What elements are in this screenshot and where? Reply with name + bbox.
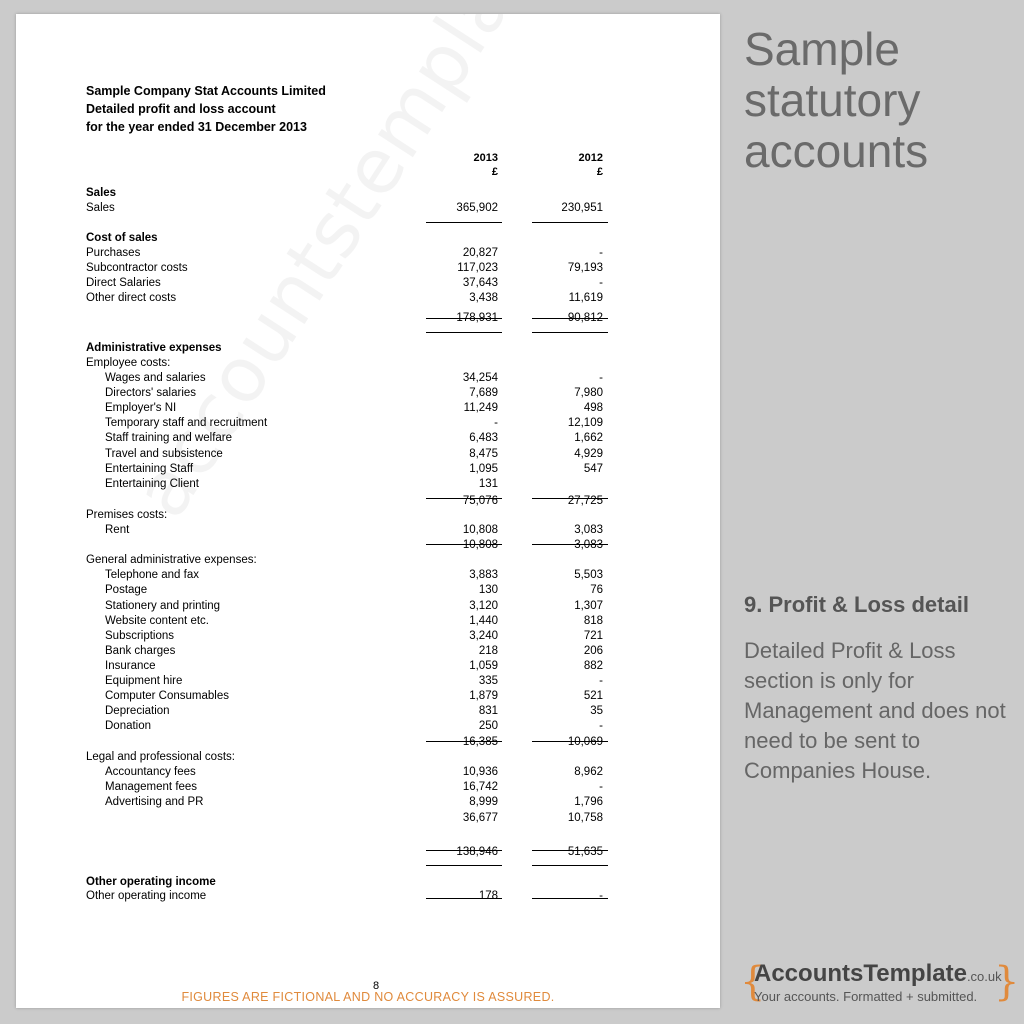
company-name: Sample Company Stat Accounts Limited — [86, 84, 326, 98]
table-row — [16, 889, 720, 904]
rule-line — [426, 850, 502, 851]
table-row — [16, 231, 720, 246]
table-row — [16, 553, 720, 568]
table-row — [16, 508, 720, 523]
value-2012: 11,619 — [568, 292, 603, 304]
row-label: Staff training and welfare — [105, 432, 233, 444]
value-2013: 8,475 — [469, 448, 498, 460]
table-row — [16, 875, 720, 890]
value-2012: 79,193 — [567, 262, 603, 274]
value-2012: - — [599, 675, 603, 687]
logo-tagline: Your accounts. Formatted + submitted. — [754, 989, 978, 1004]
value-2013: 36,677 — [462, 812, 498, 824]
table-row — [16, 186, 720, 201]
value-2012: 27,725 — [567, 495, 603, 507]
value-2012: - — [599, 372, 603, 384]
table-row — [16, 261, 720, 276]
rule-line — [426, 498, 502, 499]
table-row — [16, 599, 720, 614]
value-2012: 5,503 — [574, 569, 603, 581]
value-2012: - — [599, 781, 603, 793]
row-label: Advertising and PR — [105, 796, 204, 808]
table-row — [16, 447, 720, 462]
left-brace-icon: { — [740, 959, 766, 1005]
value-2013: 37,643 — [462, 277, 498, 289]
subtotal-row — [16, 311, 720, 326]
rule-line — [532, 741, 608, 742]
value-2012: 1,796 — [574, 796, 603, 808]
row-label: Employer's NI — [105, 402, 177, 414]
table-row — [16, 477, 720, 492]
table-row — [16, 386, 720, 401]
row-label: General administrative expenses: — [86, 554, 257, 566]
row-label: Management fees — [105, 781, 198, 793]
value-2013: 11,249 — [463, 402, 498, 414]
rule-line — [532, 544, 608, 545]
value-2012: 3,083 — [574, 524, 603, 536]
row-label: Direct Salaries — [86, 277, 161, 289]
document-page — [16, 14, 720, 1008]
rule-line — [426, 544, 502, 545]
value-2012: 90,812 — [567, 312, 603, 324]
section-description: Detailed Profit & Loss section is only for Management and does not need to be sent to Companies House. — [744, 638, 1006, 783]
table-row — [16, 780, 720, 795]
column-year: 2012 — [578, 152, 603, 164]
value-2012: 498 — [583, 402, 603, 414]
right-brace-icon: } — [994, 959, 1020, 1005]
column-year: 2013 — [473, 152, 498, 164]
statement-period: for the year ended 31 December 2013 — [86, 120, 307, 134]
subtotal-row — [16, 538, 720, 553]
value-2013: 16,385 — [462, 736, 498, 748]
value-2012: 76 — [590, 584, 603, 596]
value-2012: 1,662 — [574, 432, 603, 444]
value-2012: 3,083 — [574, 539, 603, 551]
subtotal-row — [16, 494, 720, 509]
row-label: Postage — [105, 584, 148, 596]
value-2013: 6,483 — [469, 432, 498, 444]
rule-line — [426, 898, 502, 899]
value-2013: 7,689 — [469, 387, 498, 399]
row-label: Purchases — [86, 247, 141, 259]
column-header-2013 — [438, 151, 498, 179]
table-row — [16, 629, 720, 644]
column-unit: £ — [596, 166, 603, 178]
sidebar-title: Sample statutory accounts — [744, 23, 929, 177]
value-2013: 3,883 — [469, 569, 498, 581]
subtotal-row — [16, 845, 720, 860]
value-2012: 206 — [583, 645, 603, 657]
row-label: Telephone and fax — [105, 569, 199, 581]
value-2013: 10,808 — [462, 524, 498, 536]
value-2013: - — [494, 417, 498, 429]
column-unit: £ — [491, 166, 498, 178]
value-2013: 117,023 — [457, 262, 498, 274]
rule-line — [426, 741, 502, 742]
table-row — [16, 246, 720, 261]
value-2012: - — [599, 890, 603, 902]
row-label: Sales — [86, 202, 115, 214]
table-row — [16, 644, 720, 659]
table-row — [16, 523, 720, 538]
page-number: 8 — [372, 980, 380, 992]
value-2012: 230,951 — [561, 202, 603, 214]
rule-line — [532, 898, 608, 899]
value-2013: 20,827 — [462, 247, 498, 259]
value-2012: 1,307 — [574, 600, 603, 612]
value-2013: 365,902 — [456, 202, 498, 214]
row-label: Subscriptions — [105, 630, 175, 642]
value-2013: 8,999 — [469, 796, 498, 808]
table-row — [16, 689, 720, 704]
value-2013: 3,240 — [469, 630, 498, 642]
value-2013: 10,936 — [462, 766, 498, 778]
table-row — [16, 431, 720, 446]
value-2013: 75,076 — [462, 495, 498, 507]
value-2012: 12,109 — [567, 417, 603, 429]
value-2013: 1,095 — [469, 463, 498, 475]
table-row — [16, 356, 720, 371]
section-title: 9. Profit & Loss detail — [744, 592, 969, 617]
value-2012: 8,962 — [574, 766, 603, 778]
rule-line — [532, 332, 608, 333]
accountstemplate-logo[interactable] — [740, 959, 1020, 1006]
table-row — [16, 750, 720, 765]
value-2013: 130 — [478, 584, 498, 596]
value-2012: 521 — [583, 690, 603, 702]
rule-line — [532, 850, 608, 851]
row-label: Insurance — [105, 660, 156, 672]
row-label: Directors' salaries — [105, 387, 197, 399]
row-label: Premises costs: — [86, 509, 168, 521]
value-2012: 35 — [590, 705, 603, 717]
row-label: Donation — [105, 720, 152, 732]
value-2012: 721 — [583, 630, 603, 642]
value-2013: 3,438 — [469, 292, 498, 304]
section-heading: Cost of sales — [86, 232, 158, 244]
table-row — [16, 704, 720, 719]
value-2013: 131 — [478, 478, 498, 490]
row-label: Rent — [105, 524, 130, 536]
row-label: Accountancy fees — [105, 766, 196, 778]
row-label: Entertaining Staff — [105, 463, 194, 475]
value-2013: 34,254 — [462, 372, 498, 384]
row-label: Wages and salaries — [105, 372, 206, 384]
row-label: Entertaining Client — [105, 478, 199, 490]
rule-line — [532, 498, 608, 499]
subtotal-row — [16, 735, 720, 750]
value-2013: 1,059 — [469, 660, 498, 672]
value-2013: 138,946 — [456, 846, 498, 858]
section-heading: Other operating income — [86, 876, 216, 888]
row-label: Legal and professional costs: — [86, 751, 235, 763]
row-label: Computer Consumables — [105, 690, 230, 702]
value-2012: 547 — [583, 463, 603, 475]
row-label: Other direct costs — [86, 292, 177, 304]
table-row — [16, 719, 720, 734]
statement-title: Detailed profit and loss account — [86, 102, 276, 116]
row-label: Depreciation — [105, 705, 170, 717]
rule-line — [426, 332, 502, 333]
value-2012: - — [599, 720, 603, 732]
row-label: Other operating income — [86, 890, 207, 902]
row-label: Equipment hire — [105, 675, 183, 687]
value-2013: 1,879 — [469, 690, 498, 702]
value-2013: 178 — [478, 890, 498, 902]
disclaimer-text: FIGURES ARE FICTIONAL AND NO ACCURACY IS ASSURED. — [181, 990, 555, 1004]
value-2012: 10,069 — [567, 736, 603, 748]
table-row — [16, 614, 720, 629]
row-label: Website content etc. — [105, 615, 209, 627]
rule-line — [532, 865, 608, 866]
value-2013: 218 — [478, 645, 498, 657]
table-row — [16, 276, 720, 291]
column-header-2012 — [543, 151, 603, 179]
row-label: Temporary staff and recruitment — [105, 417, 268, 429]
table-row — [16, 201, 720, 216]
rule-line — [426, 222, 502, 223]
table-row — [16, 401, 720, 416]
subtotal-row — [16, 811, 720, 826]
value-2013: 3,120 — [469, 600, 498, 612]
value-2013: 1,440 — [469, 615, 498, 627]
rule-line — [532, 222, 608, 223]
value-2013: 250 — [478, 720, 498, 732]
row-label: Stationery and printing — [105, 600, 221, 612]
value-2013: 10,808 — [462, 539, 498, 551]
value-2012: - — [599, 247, 603, 259]
table-row — [16, 341, 720, 356]
table-row — [16, 371, 720, 386]
value-2013: 16,742 — [462, 781, 498, 793]
table-row — [16, 568, 720, 583]
logo-suffix: .co.uk — [966, 969, 1002, 984]
value-2012: 4,929 — [574, 448, 603, 460]
table-row — [16, 416, 720, 431]
table-row — [16, 462, 720, 477]
value-2012: 10,758 — [567, 812, 603, 824]
table-row — [16, 765, 720, 780]
value-2012: 51,635 — [567, 846, 603, 858]
value-2012: 818 — [583, 615, 603, 627]
table-row — [16, 674, 720, 689]
value-2012: 882 — [583, 660, 603, 672]
row-label: Subcontractor costs — [86, 262, 188, 274]
value-2012: 7,980 — [574, 387, 603, 399]
table-row — [16, 659, 720, 674]
value-2012: - — [599, 277, 603, 289]
logo-wordmark — [754, 960, 1002, 988]
logo-name: AccountsTemplate — [754, 960, 967, 987]
rule-line — [426, 865, 502, 866]
section-heading: Administrative expenses — [86, 342, 222, 354]
value-2013: 178,931 — [456, 312, 498, 324]
row-label: Bank charges — [105, 645, 176, 657]
statement-heading — [86, 82, 326, 136]
value-2013: 335 — [478, 675, 498, 687]
section-heading: Sales — [86, 187, 117, 199]
table-row — [16, 291, 720, 306]
row-label: Travel and subsistence — [105, 448, 223, 460]
value-2013: 831 — [478, 705, 498, 717]
table-row — [16, 795, 720, 810]
row-label: Employee costs: — [86, 357, 171, 369]
rule-line — [426, 318, 502, 319]
table-row — [16, 583, 720, 598]
rule-line — [532, 318, 608, 319]
